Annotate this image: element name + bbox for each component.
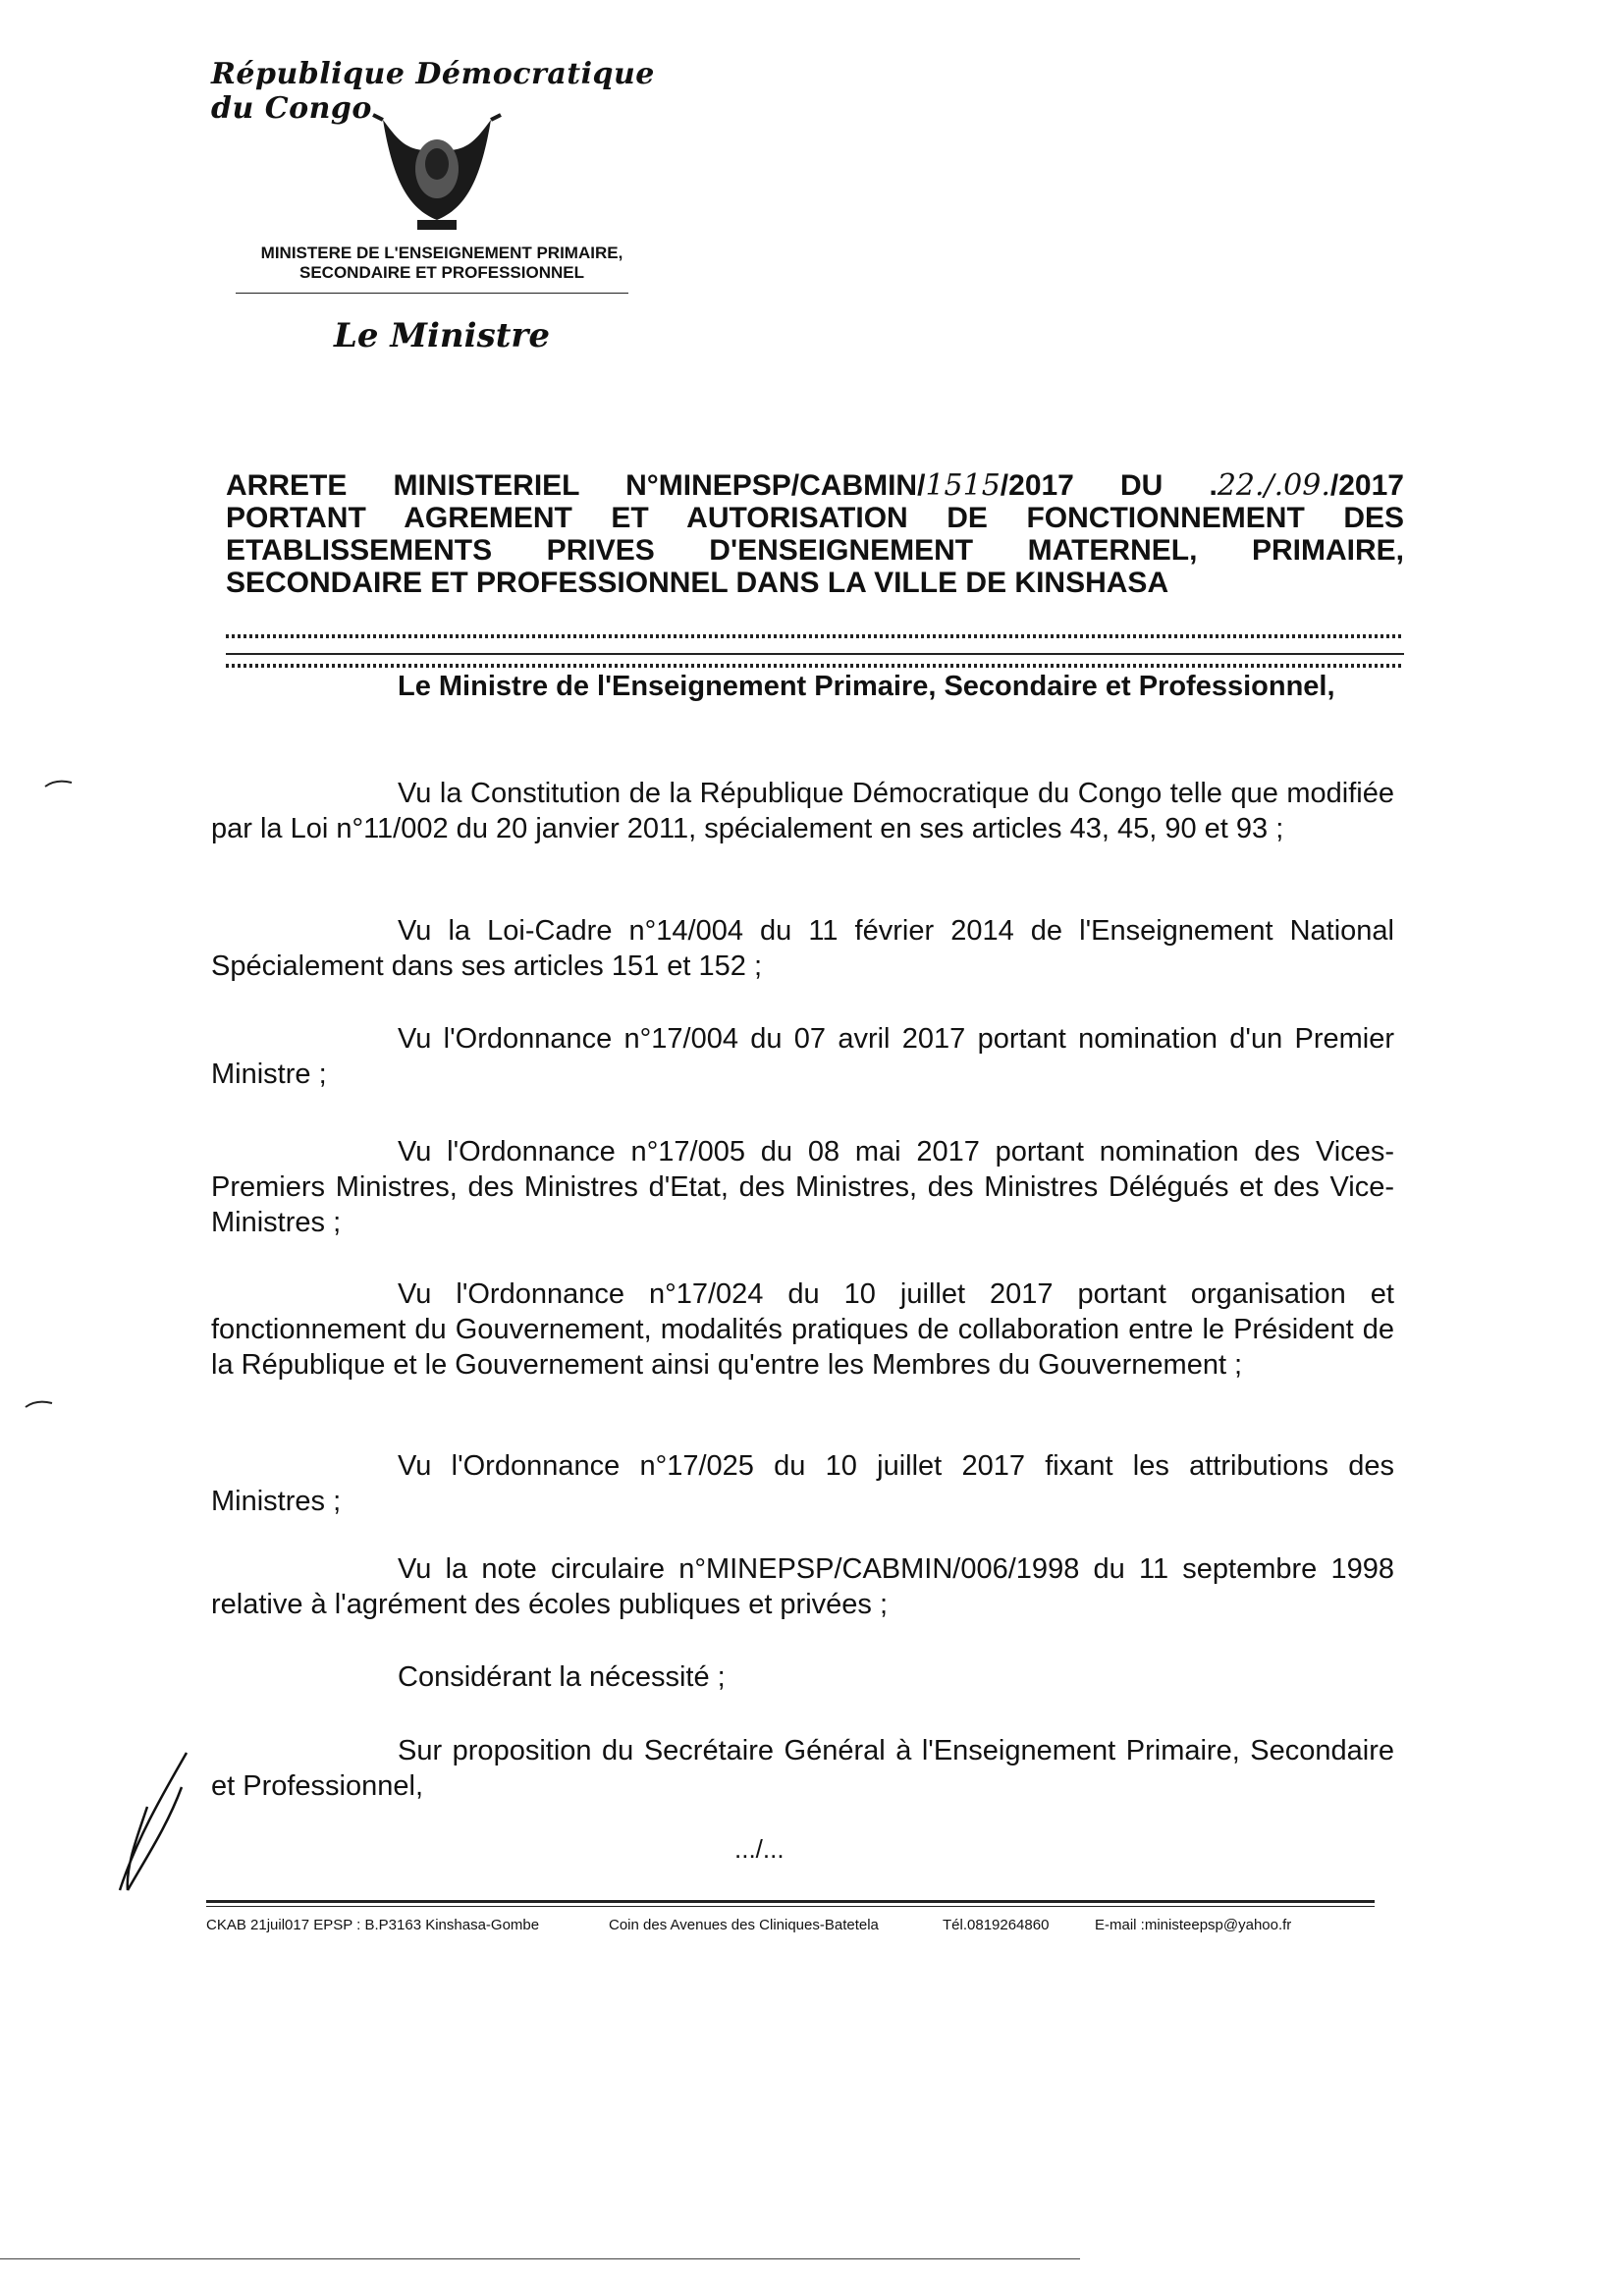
paragraph-ordonnance-025: Vu l'Ordonnance n°17/025 du 10 juillet 2017 fixant les attributions des Ministres ; [211, 1450, 1394, 1517]
handwritten-number: 1515 [925, 468, 1001, 503]
footer-email: E-mail :ministeepsp@yahoo.fr [1095, 1917, 1292, 1933]
continuation-mark: .../... [734, 1834, 785, 1864]
heading-ref-prefix: ARRETE MINISTERIEL N°MINEPSP/CABMIN/ [226, 469, 926, 502]
paragraph-proposition: Sur proposition du Secrétaire Général à l'Enseignement Primaire, Secondaire et Professionnel, [211, 1735, 1394, 1802]
paragraph-constitution: Vu la Constitution de la République Démocratique du Congo telle que modifiée par la Loi n°11/002 du 20 janvier 2011, spécialement en ses articles 43, 45, 90 et 93 ; [211, 778, 1394, 844]
heading-line-4: SECONDAIRE ET PROFESSIONNEL DANS LA VILLE DE KINSHASA [226, 567, 1169, 599]
ministry-name [236, 244, 648, 283]
footer-rule-thick [206, 1900, 1375, 1903]
heading-line-3: ETABLISSEMENTS PRIVES D'ENSEIGNEMENT MATERNEL, PRIMAIRE, [226, 534, 1404, 567]
letterhead-divider [236, 293, 628, 294]
paragraph-note-circulaire: Vu la note circulaire n°MINEPSP/CABMIN/006/1998 du 11 septembre 1998 relative à l'agrément des écoles publiques et privées ; [211, 1553, 1394, 1620]
footer-reference: CKAB 21juil017 EPSP : B.P3163 Kinshasa-Gombe [206, 1917, 540, 1933]
paragraph-ordonnance-024: Vu l'Ordonnance n°17/024 du 10 juillet 2017 portant organisation et fonctionnement du Gouvernement, modalités pratiques de collaboration entre le Président de la République et le Gouvernement ainsi qu'entre les Membres du Gouvernement ; [211, 1278, 1394, 1381]
heading-ref-suffix: /2017 [1329, 469, 1404, 502]
heading-dotted-rule-top [226, 634, 1404, 638]
footer-rule-thin [206, 1906, 1375, 1907]
ministry-line-2: SECONDAIRE ET PROFESSIONNEL [299, 263, 584, 282]
handwritten-date: 22./.09. [1217, 468, 1330, 503]
ministry-line-1: MINISTERE DE L'ENSEIGNEMENT PRIMAIRE, [260, 244, 623, 262]
paragraph-loi-cadre: Vu la Loi-Cadre n°14/004 du 11 février 2014 de l'Enseignement National Spécialement dans ses articles 151 et 152 ; [211, 915, 1394, 982]
margin-tick-mark [25, 1399, 54, 1409]
handwritten-initials-signature [108, 1748, 196, 1895]
footer-address: Coin des Avenues des Cliniques-Batetela [609, 1917, 879, 1933]
heading-line-2: PORTANT AGREMENT ET AUTORISATION DE FONCTIONNEMENT DES [226, 502, 1404, 534]
paragraph-ordonnance-004: Vu l'Ordonnance n°17/004 du 07 avril 2017 portant nomination d'un Premier Ministre ; [211, 1023, 1394, 1090]
coat-of-arms-emblem [363, 110, 511, 236]
intro-minister: Le Ministre de l'Enseignement Primaire, Secondaire et Professionnel, [398, 671, 1335, 702]
heading-solid-rule [226, 653, 1404, 655]
republic-title: République Démocratique du Congo [211, 57, 655, 126]
minister-title: Le Ministre [334, 316, 550, 355]
heading-line-1 [226, 469, 1404, 502]
paragraph-ordonnance-005: Vu l'Ordonnance n°17/005 du 08 mai 2017 portant nomination des Vices-Premiers Ministres, des Ministres d'Etat, des Ministres, des Ministres Délégués et des Vice-Ministres ; [211, 1136, 1394, 1238]
page-bottom-edge-line [0, 2258, 1080, 2259]
heading-ref-mid: /2017 DU . [1000, 469, 1218, 502]
decree-heading [226, 469, 1404, 599]
footer-phone: Tél.0819264860 [943, 1917, 1050, 1933]
margin-tick-mark [44, 779, 74, 788]
paragraph-considerant: Considérant la nécessité ; [398, 1661, 726, 1693]
